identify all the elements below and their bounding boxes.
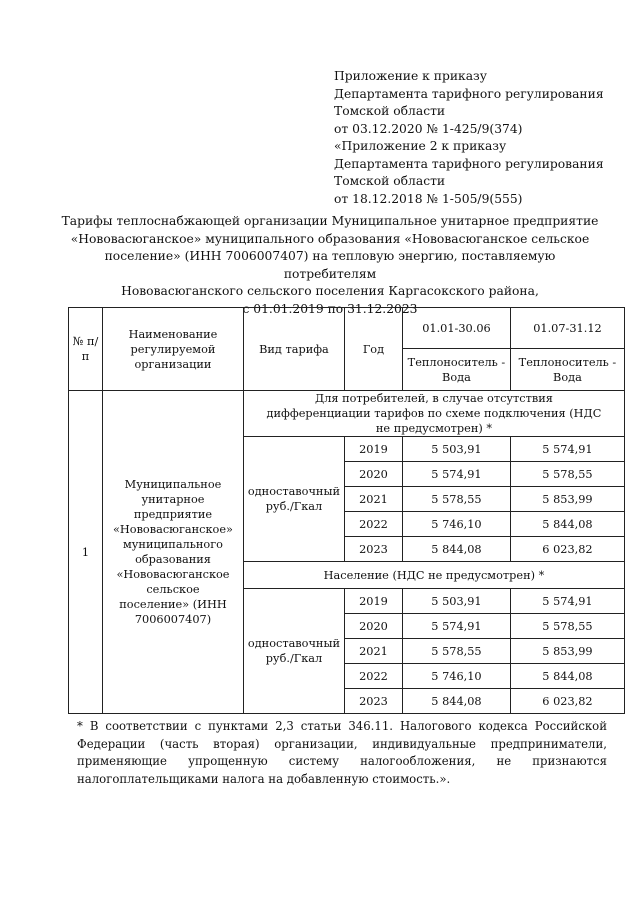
- value-period2: 6 023,82: [510, 537, 624, 562]
- header-type: Вид тарифа: [243, 308, 344, 391]
- value-period2: 6 023,82: [510, 689, 624, 714]
- year-cell: 2019: [344, 437, 402, 462]
- value-period2: 5 853,99: [510, 487, 624, 512]
- year-cell: 2022: [344, 664, 402, 689]
- document-title: [60, 213, 600, 318]
- value-period1: 5 574,91: [402, 614, 510, 639]
- value-period1: 5 578,55: [402, 487, 510, 512]
- year-cell: 2020: [344, 462, 402, 487]
- value-period1: 5 503,91: [402, 437, 510, 462]
- value-period2: 5 853,99: [510, 639, 624, 664]
- year-cell: 2023: [344, 537, 402, 562]
- year-cell: 2022: [344, 512, 402, 537]
- title-line: поселение» (ИНН 7006007407) на тепловую энергию, поставляемую потребителям: [104, 249, 556, 281]
- appendix-line: Приложение к приказу: [334, 69, 487, 83]
- header-num: № п/п: [69, 308, 103, 391]
- title-line: Тарифы теплоснабжающей организации Муниципальное унитарное предприятие: [61, 214, 599, 228]
- value-period1: 5 746,10: [402, 512, 510, 537]
- section-title: Для потребителей, в случае отсутствия дифференциации тарифов по схеме подключения (НДС не предусмотрен) *: [243, 391, 624, 437]
- tariff-type: одноставочный руб./Гкал: [243, 589, 344, 714]
- appendix-line: от 03.12.2020 № 1-425/9(374): [334, 121, 523, 136]
- year-cell: 2021: [344, 639, 402, 664]
- value-period1: 5 574,91: [402, 462, 510, 487]
- appendix-line: Томской области: [334, 104, 446, 118]
- value-period2: 5 578,55: [510, 462, 624, 487]
- row-number: 1: [69, 391, 103, 714]
- title-line: с 01.01.2019 по 31.12.2023: [242, 301, 418, 316]
- appendix-line: от 18.12.2018 № 1-505/9(555): [334, 191, 523, 206]
- section-title: Население (НДС не предусмотрен) *: [243, 562, 624, 589]
- value-period2: 5 844,08: [510, 664, 624, 689]
- year-cell: 2019: [344, 589, 402, 614]
- organization-name: Муниципальное унитарное предприятие «Нововасюганское» муниципального образования «Нововасюганское сельское поселение» (ИНН 7006007407): [103, 391, 244, 714]
- appendix-reference: [334, 68, 604, 208]
- value-period2: 5 574,91: [510, 589, 624, 614]
- appendix-line: Томской области: [334, 174, 446, 188]
- appendix-line: Департамента тарифного регулирования: [334, 156, 604, 171]
- header-carrier2: Теплоноситель - Вода: [510, 349, 624, 391]
- value-period1: 5 844,08: [402, 537, 510, 562]
- value-period1: 5 746,10: [402, 664, 510, 689]
- header-period1: 01.01-30.06: [402, 308, 510, 349]
- appendix-line: Департамента тарифного регулирования: [334, 86, 604, 101]
- header-year: Год: [344, 308, 402, 391]
- value-period1: 5 844,08: [402, 689, 510, 714]
- tariff-type: одноставочный руб./Гкал: [243, 437, 344, 562]
- title-line: «Нововасюганское» муниципального образования «Нововасюганское сельское: [70, 231, 590, 246]
- header-carrier1: Теплоноситель - Вода: [402, 349, 510, 391]
- value-period2: 5 578,55: [510, 614, 624, 639]
- year-cell: 2020: [344, 614, 402, 639]
- year-cell: 2023: [344, 689, 402, 714]
- title-line: Нововасюганского сельского поселения Каргасокского района,: [121, 284, 539, 298]
- header-org: Наименование регулируемой организации: [103, 308, 244, 391]
- value-period2: 5 574,91: [510, 437, 624, 462]
- value-period1: 5 503,91: [402, 589, 510, 614]
- year-cell: 2021: [344, 487, 402, 512]
- value-period2: 5 844,08: [510, 512, 624, 537]
- value-period1: 5 578,55: [402, 639, 510, 664]
- tariff-table: [68, 307, 625, 714]
- appendix-line: «Приложение 2 к приказу: [334, 139, 507, 153]
- header-period2: 01.07-31.12: [510, 308, 624, 349]
- footnote: * В соответствии с пунктами 2,3 статьи 346.11. Налогового кодекса Российской Федерации (часть вторая) организации, индивидуальные предприниматели, применяющие упрощенную систему налогообложения, не признаются налогоплательщиками налога на добавленную стоимость.».: [77, 719, 607, 786]
